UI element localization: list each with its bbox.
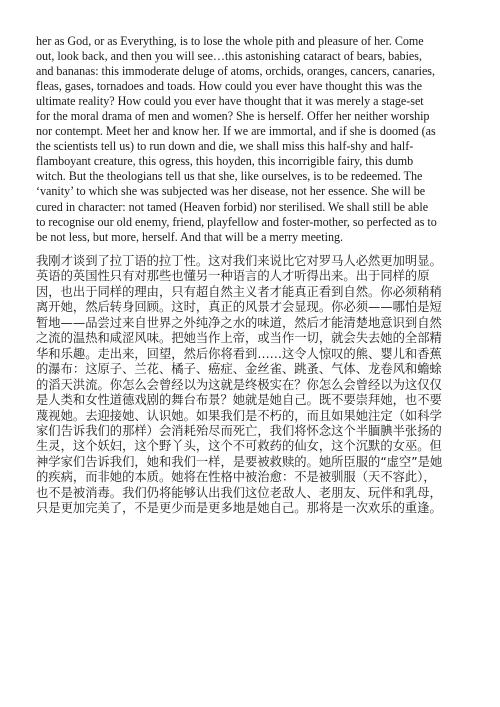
english-line: witch. But the theologians tell us that she, like ourselves, is to be redeemed. The bbox=[36, 169, 423, 184]
chinese-line: 华和乐趣。走出来，回望，然后你将看到……这令人惊叹的熊、婴儿和香蕉 bbox=[36, 346, 442, 361]
chinese-line: 也不是被消毒。我们仍将能够认出我们这位老敌人、老朋友、玩伴和乳母， bbox=[36, 485, 442, 500]
chinese-line: 只是更加完美了，不是更少而是更多地是她自己。那将是一次欢乐的重逢。 bbox=[36, 501, 442, 516]
english-line: out, look back, and then you will see…this astonishing cataract of bears, babies, bbox=[36, 49, 422, 64]
english-line: and bananas: this immoderate deluge of atoms, orchids, oranges, cancers, canaries, bbox=[36, 64, 435, 79]
english-line: her as God, or as Everything, is to lose the whole pith and pleasure of her. Come bbox=[36, 34, 424, 48]
english-line: cured in character: not tamed (Heaven forbid) nor sterilised. We shall still be able bbox=[36, 199, 429, 214]
chinese-line: 的瀑布：这原子、兰花、橘子、癌症、金丝雀、跳蚤、气体、龙卷风和蟾蜍 bbox=[36, 362, 442, 377]
chinese-line: 生灵，这个妖妇，这个野丫头，这个不可救药的仙女，这个沉默的女巫。但 bbox=[36, 439, 442, 454]
chinese-line: 之流的温热和咸涩风味。把她当作上帝，或当作一切，就会失去她的全部精 bbox=[36, 331, 442, 346]
chinese-paragraph bbox=[36, 254, 466, 517]
english-line: to recognise our old enemy, friend, playfellow and foster-mother, so perfected as to bbox=[36, 214, 437, 229]
chinese-line: 家们告诉我们的那样）会消耗殆尽而死亡，我们将怀念这个半腼腆半张扬的 bbox=[36, 423, 442, 438]
chinese-line: 蔑视她。去迎接她、认识她。如果我们是不朽的，而且如果她注定（如科学 bbox=[36, 408, 442, 423]
english-paragraph bbox=[36, 34, 466, 245]
english-line: for the moral drama of men and women? She is herself. Offer her neither worship bbox=[36, 109, 430, 124]
english-line: nor contempt. Meet her and know her. If we are immortal, and if she is doomed (as bbox=[36, 124, 436, 139]
english-line: ultimate reality? How could you ever have thought that it was merely a stage-set bbox=[36, 94, 424, 109]
english-line: be not less, but more, herself. And that will be a merry meeting. bbox=[36, 229, 344, 244]
chinese-line: 因，也出于同样的理由，只有超自然主义者才能真正看到自然。你必须稍稍 bbox=[36, 284, 442, 299]
chinese-line: 我刚才谈到了拉丁语的拉丁性。这对我们来说比它对罗马人必然更加明显。 bbox=[36, 254, 442, 268]
english-line: the scientists tell us) to run down and die, we shall miss this half-shy and half- bbox=[36, 139, 414, 154]
english-line: ‘vanity’ to which she was subjected was her disease, not her essence. She will be bbox=[36, 184, 426, 199]
chinese-line: 离开她，然后转身回顾。这时，真正的风景才会显现。你必须——哪怕是短 bbox=[36, 300, 442, 315]
chinese-line: 是人类和女性道德戏剧的舞台布景？她就是她自己。既不要崇拜她，也不要 bbox=[36, 393, 442, 408]
chinese-line: 的滔天洪流。你怎么会曾经以为这就是终极实在？你怎么会曾经以为这仅仅 bbox=[36, 377, 442, 392]
chinese-line: 暂地——品尝过来自世界之外纯净之水的味道，然后才能清楚地意识到自然 bbox=[36, 315, 442, 330]
chinese-line: 英语的英国性只有对那些也懂另一种语言的人才听得出来。出于同样的原 bbox=[36, 269, 430, 284]
chinese-line: 的疾病，而非她的本质。她将在性格中被治愈：不是被驯服（天不容此）， bbox=[36, 470, 436, 485]
english-line: flamboyant creature, this ogress, this hoyden, this incorrigible fairy, this dumb bbox=[36, 154, 414, 169]
chinese-line: 神学家们告诉我们，她和我们一样，是要被救赎的。她所臣服的“虚空”是她 bbox=[36, 454, 443, 469]
english-line: fleas, gases, tornadoes and toads. How could you ever have thought this was the bbox=[36, 79, 422, 94]
